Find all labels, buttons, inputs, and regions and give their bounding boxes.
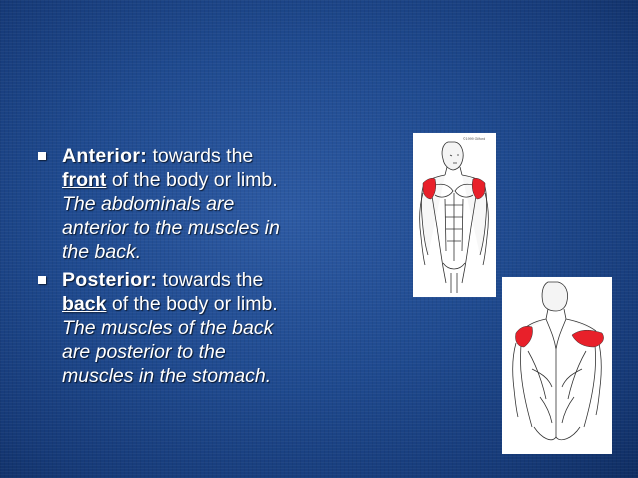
anterior-muscle-illustration — [413, 133, 496, 297]
example-line: The abdominals are — [62, 193, 235, 215]
definition-line-1 — [62, 268, 366, 292]
definition-text: towards the — [147, 145, 254, 167]
definition-line-2 — [62, 292, 366, 316]
definition-text: of the body or limb. — [106, 169, 278, 191]
left-posterior-deltoid-highlight — [515, 326, 532, 347]
example-line: The muscles of the back — [62, 317, 274, 339]
term-label: Posterior: — [62, 269, 158, 291]
square-bullet-icon — [38, 152, 46, 160]
bullet-posterior — [36, 268, 366, 388]
example-line: the back. — [62, 241, 142, 263]
square-bullet-icon — [38, 276, 46, 284]
right-posterior-deltoid-highlight — [572, 330, 604, 347]
keyword: front — [62, 169, 107, 191]
example-line: muscles in the stomach. — [62, 365, 272, 387]
definition-line-1 — [62, 144, 366, 168]
term-label: Anterior: — [62, 145, 148, 167]
definition-text: of the body or limb. — [106, 293, 278, 315]
example-line: anterior to the muscles in — [62, 217, 280, 239]
figure-caption: ©1999 Gilford — [463, 137, 486, 141]
keyword: back — [62, 293, 107, 315]
anterior-body-figure — [413, 133, 496, 297]
bullet-anterior — [36, 144, 366, 264]
definition-text: towards the — [157, 269, 264, 291]
example-line: are posterior to the — [62, 341, 226, 363]
posterior-body-figure — [502, 277, 612, 454]
definition-line-2 — [62, 168, 366, 192]
posterior-muscle-illustration — [502, 277, 612, 454]
bullet-list — [36, 144, 366, 392]
